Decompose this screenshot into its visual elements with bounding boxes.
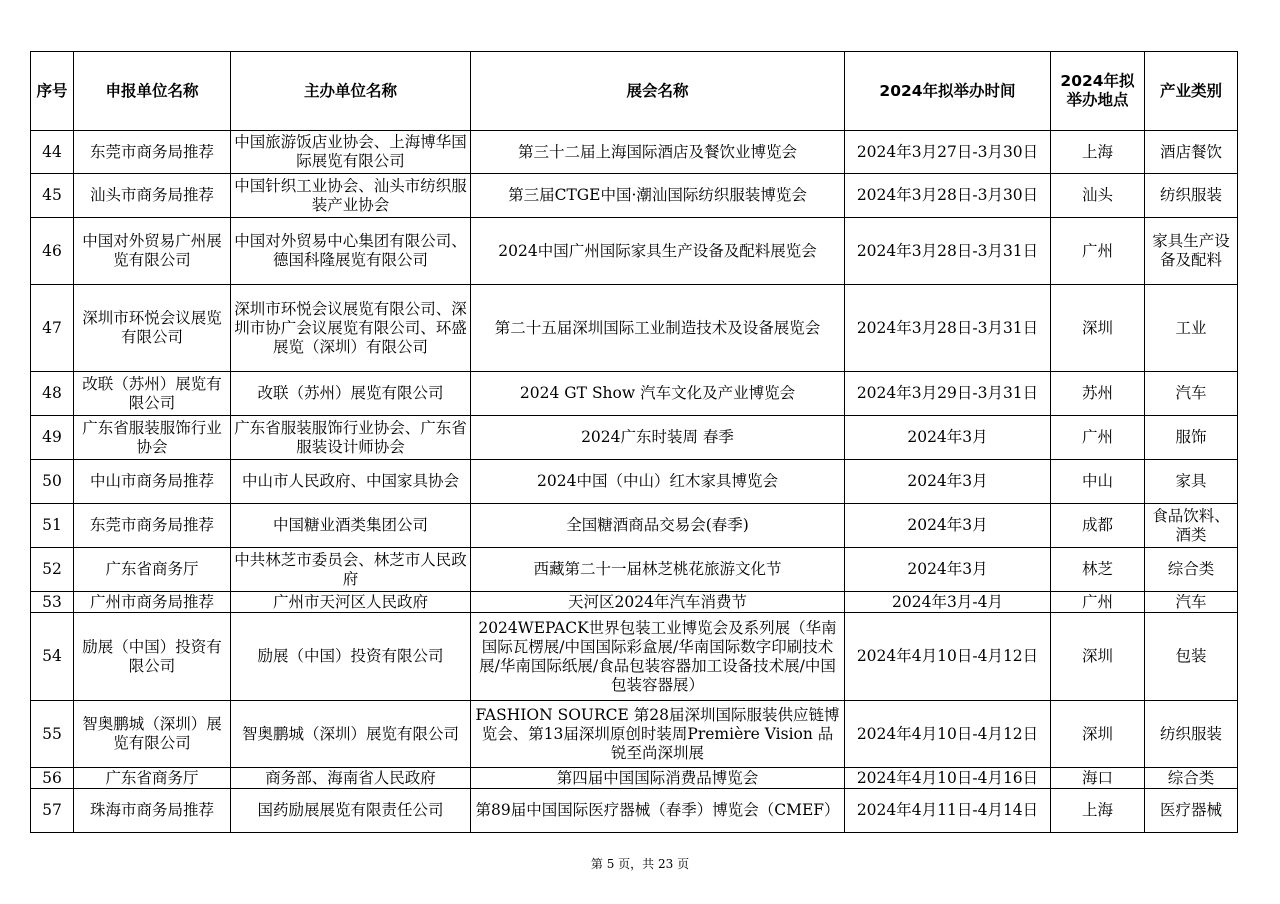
cell-time: 2024年3月28日-3月31日 [845, 218, 1051, 285]
cell-organizer: 中山市人民政府、中国家具协会 [231, 460, 471, 504]
table-row [31, 372, 1238, 416]
table-row [31, 701, 1238, 768]
cell-industry: 汽车 [1145, 372, 1238, 416]
table-row [31, 592, 1238, 613]
exhibition-table [30, 51, 1238, 833]
cell-organizer: 智奥鹏城（深圳）展览有限公司 [231, 701, 471, 768]
cell-organizer: 中共林芝市委员会、林芝市人民政府 [231, 548, 471, 592]
cell-no: 45 [31, 174, 74, 218]
cell-exhibition: 第89届中国国际医疗器械（春季）博览会（CMEF） [471, 789, 845, 833]
table-row [31, 131, 1238, 174]
cell-no: 51 [31, 504, 74, 548]
cell-industry: 家具生产设备及配料 [1145, 218, 1238, 285]
cell-no: 50 [31, 460, 74, 504]
cell-industry: 纺织服装 [1145, 701, 1238, 768]
table-row [31, 789, 1238, 833]
table-row [31, 218, 1238, 285]
cell-industry: 酒店餐饮 [1145, 131, 1238, 174]
cell-industry: 服饰 [1145, 416, 1238, 460]
cell-place: 中山 [1051, 460, 1145, 504]
cell-place: 上海 [1051, 131, 1145, 174]
cell-applicant: 汕头市商务局推荐 [74, 174, 231, 218]
cell-industry: 工业 [1145, 285, 1238, 372]
cell-place: 林芝 [1051, 548, 1145, 592]
header-industry: 产业类别 [1145, 52, 1238, 131]
cell-exhibition: 2024中国（中山）红木家具博览会 [471, 460, 845, 504]
cell-no: 55 [31, 701, 74, 768]
cell-applicant: 广州市商务局推荐 [74, 592, 231, 613]
cell-time: 2024年3月 [845, 460, 1051, 504]
header-row [31, 52, 1238, 131]
cell-organizer: 中国旅游饭店业协会、上海博华国际展览有限公司 [231, 131, 471, 174]
cell-exhibition: FASHION SOURCE 第28届深圳国际服装供应链博览会、第13届深圳原创时装周Première Vision 品锐至尚深圳展 [471, 701, 845, 768]
page-footer: 第 5 页，共 23 页 [590, 857, 690, 871]
cell-exhibition: 2024中国广州国际家具生产设备及配料展览会 [471, 218, 845, 285]
cell-place: 深圳 [1051, 701, 1145, 768]
cell-place: 广州 [1051, 218, 1145, 285]
table-row [31, 768, 1238, 789]
cell-no: 44 [31, 131, 74, 174]
cell-exhibition: 第二十五届深圳国际工业制造技术及设备展览会 [471, 285, 845, 372]
cell-exhibition: 第四届中国国际消费品博览会 [471, 768, 845, 789]
table-row [31, 460, 1238, 504]
cell-no: 47 [31, 285, 74, 372]
cell-industry: 家具 [1145, 460, 1238, 504]
table-row [31, 174, 1238, 218]
cell-time: 2024年3月28日-3月31日 [845, 285, 1051, 372]
cell-organizer: 中国针织工业协会、汕头市纺织服装产业协会 [231, 174, 471, 218]
cell-place: 上海 [1051, 789, 1145, 833]
cell-applicant: 珠海市商务局推荐 [74, 789, 231, 833]
cell-applicant: 励展（中国）投资有限公司 [74, 613, 231, 701]
cell-no: 57 [31, 789, 74, 833]
cell-organizer: 商务部、海南省人民政府 [231, 768, 471, 789]
cell-industry: 医疗器械 [1145, 789, 1238, 833]
header-place: 2024年拟举办地点 [1051, 52, 1145, 131]
cell-time: 2024年4月11日-4月14日 [845, 789, 1051, 833]
cell-place: 深圳 [1051, 613, 1145, 701]
cell-place: 广州 [1051, 416, 1145, 460]
cell-organizer: 中国对外贸易中心集团有限公司、德国科隆展览有限公司 [231, 218, 471, 285]
cell-place: 海口 [1051, 768, 1145, 789]
cell-place: 苏州 [1051, 372, 1145, 416]
cell-organizer: 改联（苏州）展览有限公司 [231, 372, 471, 416]
header-organizer: 主办单位名称 [231, 52, 471, 131]
cell-applicant: 东莞市商务局推荐 [74, 504, 231, 548]
cell-place: 成都 [1051, 504, 1145, 548]
cell-exhibition: 全国糖酒商品交易会(春季) [471, 504, 845, 548]
cell-no: 52 [31, 548, 74, 592]
cell-no: 48 [31, 372, 74, 416]
cell-industry: 包装 [1145, 613, 1238, 701]
cell-place: 汕头 [1051, 174, 1145, 218]
cell-no: 53 [31, 592, 74, 613]
table-row [31, 285, 1238, 372]
cell-organizer: 中国糖业酒类集团公司 [231, 504, 471, 548]
cell-exhibition: 2024WEPACK世界包装工业博览会及系列展（华南国际瓦楞展/中国国际彩盒展/华南国际数字印刷技术展/华南国际纸展/食品包装容器加工设备技术展/中国包装容器展） [471, 613, 845, 701]
cell-applicant: 深圳市环悦会议展览有限公司 [74, 285, 231, 372]
cell-exhibition: 第三届CTGE中国·潮汕国际纺织服装博览会 [471, 174, 845, 218]
header-applicant: 申报单位名称 [74, 52, 231, 131]
cell-organizer: 广州市天河区人民政府 [231, 592, 471, 613]
cell-applicant: 广东省商务厅 [74, 548, 231, 592]
cell-applicant: 智奥鹏城（深圳）展览有限公司 [74, 701, 231, 768]
cell-applicant: 广东省服装服饰行业协会 [74, 416, 231, 460]
header-time: 2024年拟举办时间 [845, 52, 1051, 131]
cell-place: 广州 [1051, 592, 1145, 613]
cell-exhibition: 2024 GT Show 汽车文化及产业博览会 [471, 372, 845, 416]
cell-applicant: 中国对外贸易广州展览有限公司 [74, 218, 231, 285]
cell-industry: 综合类 [1145, 548, 1238, 592]
cell-exhibition: 第三十二届上海国际酒店及餐饮业博览会 [471, 131, 845, 174]
cell-organizer: 国药励展展览有限责任公司 [231, 789, 471, 833]
cell-time: 2024年3月-4月 [845, 592, 1051, 613]
cell-industry: 食品饮料、酒类 [1145, 504, 1238, 548]
table-row [31, 416, 1238, 460]
cell-place: 深圳 [1051, 285, 1145, 372]
cell-industry: 综合类 [1145, 768, 1238, 789]
table-row [31, 613, 1238, 701]
cell-exhibition: 2024广东时装周 春季 [471, 416, 845, 460]
cell-industry: 汽车 [1145, 592, 1238, 613]
table-row [31, 548, 1238, 592]
cell-no: 56 [31, 768, 74, 789]
cell-time: 2024年3月 [845, 416, 1051, 460]
cell-time: 2024年3月 [845, 548, 1051, 592]
cell-time: 2024年3月29日-3月31日 [845, 372, 1051, 416]
cell-exhibition: 西藏第二十一届林芝桃花旅游文化节 [471, 548, 845, 592]
cell-time: 2024年4月10日-4月16日 [845, 768, 1051, 789]
cell-organizer: 广东省服装服饰行业协会、广东省服装设计师协会 [231, 416, 471, 460]
cell-time: 2024年4月10日-4月12日 [845, 613, 1051, 701]
cell-time: 2024年3月 [845, 504, 1051, 548]
cell-no: 54 [31, 613, 74, 701]
cell-time: 2024年3月27日-3月30日 [845, 131, 1051, 174]
cell-industry: 纺织服装 [1145, 174, 1238, 218]
header-exhibition: 展会名称 [471, 52, 845, 131]
header-no: 序号 [31, 52, 74, 131]
cell-applicant: 东莞市商务局推荐 [74, 131, 231, 174]
cell-time: 2024年3月28日-3月30日 [845, 174, 1051, 218]
table-row [31, 504, 1238, 548]
cell-applicant: 改联（苏州）展览有限公司 [74, 372, 231, 416]
cell-time: 2024年4月10日-4月12日 [845, 701, 1051, 768]
cell-exhibition: 天河区2024年汽车消费节 [471, 592, 845, 613]
cell-organizer: 励展（中国）投资有限公司 [231, 613, 471, 701]
cell-no: 49 [31, 416, 74, 460]
cell-applicant: 中山市商务局推荐 [74, 460, 231, 504]
cell-no: 46 [31, 218, 74, 285]
cell-organizer: 深圳市环悦会议展览有限公司、深圳市协广会议展览有限公司、环盛展览（深圳）有限公司 [231, 285, 471, 372]
cell-applicant: 广东省商务厅 [74, 768, 231, 789]
